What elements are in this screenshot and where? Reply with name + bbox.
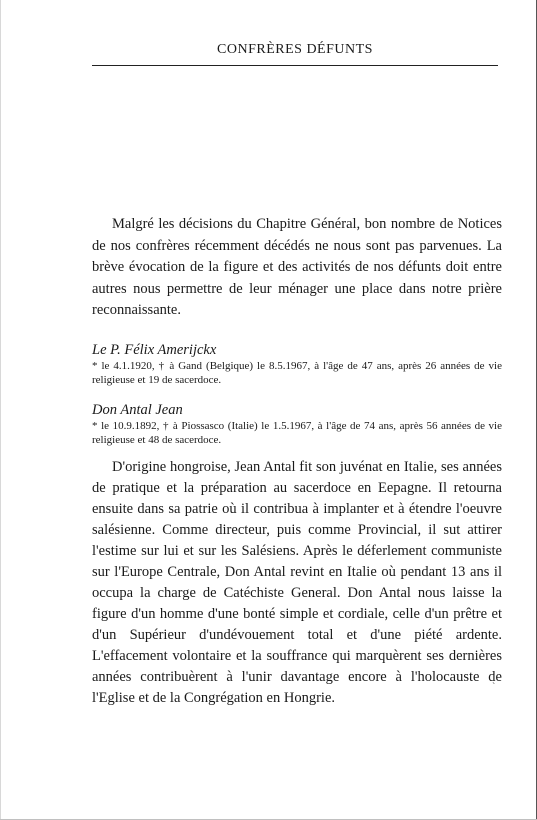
running-head: CONFRÈRES DÉFUNTS <box>217 42 373 57</box>
obituary-entry <box>92 401 502 447</box>
intro-paragraph: Malgré les décisions du Chapitre Général, bon nombre de Notices de nos confrères récemment décédés ne nous sont pas parvenues. La brève évocation de la figure et des activités de nos défunts doit entre autres nous permettre de leur ménager une place dans notre prière reconnaissante. <box>92 216 502 318</box>
entry-biography: D'origine hongroise, Jean Antal fit son juvénat en Italie, ses années de pratique et la préparation au sacerdoce en Eepagne. Il retourna ensuite dans sa patrie où il contribua à implanter et à étendre l'oeuvre salésienne. Comme directeur, puis comme Provincial, il sut attirer l'estime sur lui et sur les Salésiens. Après le déferlement communiste sur l'Europe Centrale, Don Antal revint en Italie où pendant 13 ans il occupa la charge de Catéchiste General. Don Antal nous laisse la figure d'un homme d'une bonté simple et cordiale, celle d'un prêtre et d'un Supérieur d'undévouement total et d'une piété ardente. L'effacement volontaire et la souffrance qui marquèrent ses dernières années contribuèrent à l'unir davantage encore à l'holocauste de l'Eglise et de la Congrégation en Hongrie. <box>92 459 502 706</box>
entry-dates: * le 4.1.1920, † à Gand (Belgique) le 8.5.1967, à l'âge de 47 ans, après 26 années de vie religieuse et 19 de sacerdoce. <box>92 360 502 386</box>
obituary-entry <box>92 341 502 387</box>
page-edge-left <box>0 0 1 820</box>
stray-mark: ` <box>492 682 496 693</box>
entry-name: Don Antal Jean <box>92 402 183 418</box>
entry-dates: * le 10.9.1892, † à Piossasco (Italie) le 1.5.1967, à l'âge de 74 ans, après 56 années de vie religieuse et 48 de sacerdoce. <box>92 420 502 446</box>
entry-name: Le P. Félix Amerijckx <box>92 342 217 358</box>
header-rule <box>92 65 498 66</box>
